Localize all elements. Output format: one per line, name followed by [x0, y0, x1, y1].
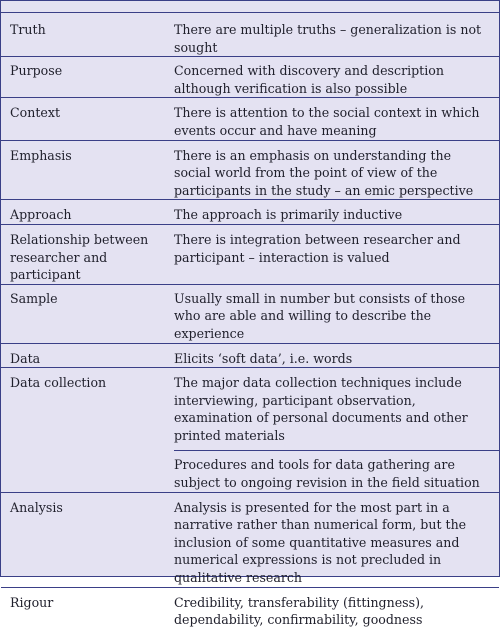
table-row [1, 200, 499, 225]
row-value: There is attention to the social context in which events occur and have meaning [165, 98, 499, 140]
row-key: Emphasis [1, 140, 165, 200]
table-row [1, 98, 499, 140]
row-key: Truth [1, 21, 165, 57]
inner-divider [174, 450, 499, 451]
top-rule [1, 12, 499, 13]
row-value: Analysis is presented for the most part in a narrative rather than numerical form, but the inclusion of some quantitative measures and numerical expressions is not precluded in qualitative research [165, 492, 499, 587]
row-value: There is an emphasis on understanding the social world from the point of view of the participants in the study – an emic perspective [165, 140, 499, 200]
table-row [1, 21, 499, 57]
table-row [1, 587, 499, 629]
row-value-secondary: Procedures and tools for data gathering are subject to ongoing revision in the field situation [174, 457, 480, 491]
table-row [1, 140, 499, 200]
table-row [1, 492, 499, 587]
row-key: Rigour [10, 594, 54, 610]
table-row [1, 224, 499, 284]
row-key: Relationship between researcher and participant [1, 224, 165, 284]
table-row [1, 57, 499, 98]
row-value: There is integration between researcher and participant – interaction is valued [165, 224, 499, 284]
row-key: Approach [1, 200, 165, 225]
row-value [165, 368, 499, 493]
row-value-primary: The major data collection techniques include interviewing, participant observation, examination of personal documents and other printed materials [174, 375, 468, 443]
row-value: Concerned with discovery and description although verification is also possible [165, 57, 499, 98]
row-key: Data collection [1, 368, 165, 493]
row-value: Credibility, transferability (fittingness), dependability, confirmability, goodness [174, 594, 425, 628]
row-key: Sample [1, 284, 165, 343]
row-value: There are multiple truths – generalization is not sought [165, 21, 499, 57]
row-key: Data [1, 343, 165, 368]
row-value: Elicits ‘soft data’, i.e. words [165, 343, 499, 368]
row-key: Analysis [1, 492, 165, 587]
characteristics-table [1, 21, 499, 629]
row-value: Usually small in number but consists of those who are able and willing to describe the experience [165, 284, 499, 343]
row-key: Context [1, 98, 165, 140]
row-value: The approach is primarily inductive [165, 200, 499, 225]
row-key: Purpose [1, 57, 165, 98]
table-row [1, 343, 499, 368]
table-row [1, 368, 499, 493]
table-row [1, 284, 499, 343]
